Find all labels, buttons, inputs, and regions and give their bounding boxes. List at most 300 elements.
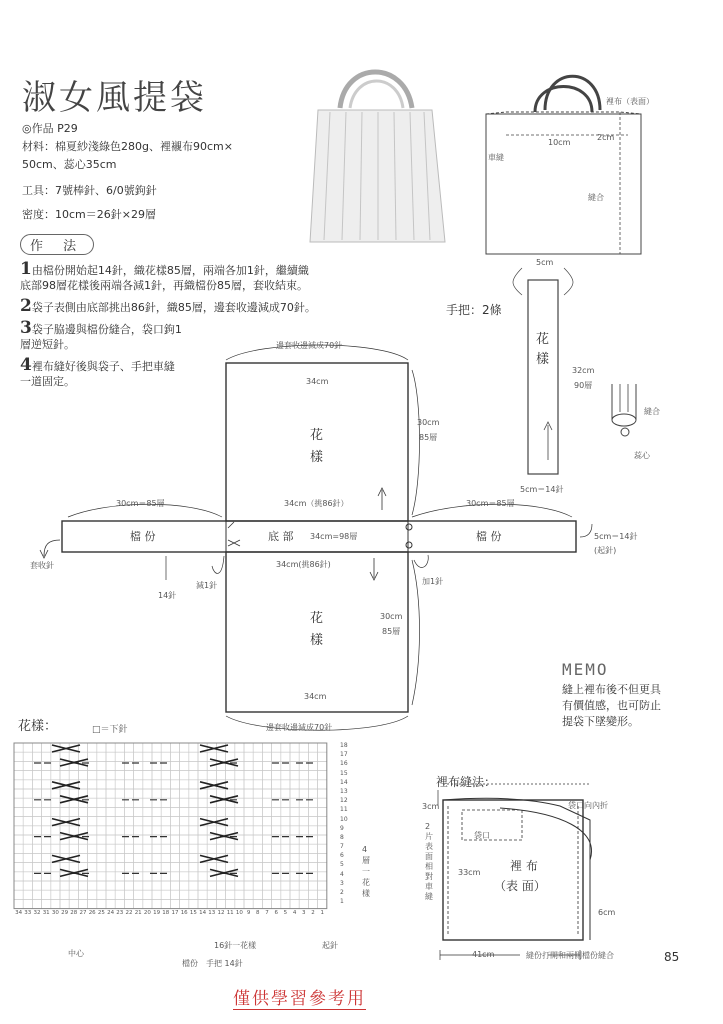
chart-cell [88, 771, 97, 780]
chart-cell [253, 881, 262, 890]
chart-cell [244, 844, 253, 853]
step-text: 底部98層花樣後兩端各減1針，再織檔份85層，套收結束。 [20, 279, 308, 292]
gauge-line: 密度：10cm＝26針×29層 [22, 208, 156, 221]
chart-cell [262, 899, 271, 908]
handle-top-width: 5cm [536, 258, 554, 267]
chart-cell [262, 844, 271, 853]
chart-cell [152, 743, 161, 752]
chart-cell [170, 761, 179, 770]
chart-cell [88, 844, 97, 853]
column-number: 12 [217, 910, 225, 916]
chart-cell [253, 789, 262, 798]
chart-cell [78, 899, 87, 908]
chart-cell [14, 899, 23, 908]
chart-cell [180, 780, 189, 789]
step-text: 一道固定。 [20, 375, 75, 388]
row-number: 5 [340, 861, 344, 869]
chart-cell [216, 807, 225, 816]
chart-cell [97, 817, 106, 826]
chart-cell [152, 881, 161, 890]
chart-cell [253, 835, 262, 844]
chart-cell [189, 853, 198, 862]
row-number: 13 [340, 787, 348, 795]
chart-row-numbers [340, 741, 352, 906]
chart-cell [161, 844, 170, 853]
chart-cell [51, 807, 60, 816]
chart-cell [253, 817, 262, 826]
chart-cell [143, 890, 152, 899]
chart-cell [244, 826, 253, 835]
chart-cell [318, 798, 327, 807]
chart-cell [32, 780, 41, 789]
cable-cross-symbol [52, 855, 80, 862]
chart-cell [106, 789, 115, 798]
chart-cell [272, 826, 281, 835]
chart-cell [106, 863, 115, 872]
chart-cell [308, 771, 317, 780]
chart-cell [106, 807, 115, 816]
chart-cell [170, 817, 179, 826]
chart-cell [134, 817, 143, 826]
chart-cell [253, 743, 262, 752]
chart-cell [189, 835, 198, 844]
chart-cell [32, 789, 41, 798]
chart-cell [88, 780, 97, 789]
chart-cell [299, 844, 308, 853]
chart-cell [189, 807, 198, 816]
row-number: 15 [340, 769, 348, 777]
chart-cell [290, 890, 299, 899]
chart-cell [106, 872, 115, 881]
row-number: 9 [340, 824, 344, 832]
chart-cell [51, 752, 60, 761]
chart-cell [115, 853, 124, 862]
chart-cell [14, 826, 23, 835]
base-label: 底 部 [268, 530, 294, 543]
chart-cell [23, 835, 32, 844]
chart-cell [189, 771, 198, 780]
chart-cell [235, 771, 244, 780]
chart-cell [124, 780, 133, 789]
chart-cell [281, 853, 290, 862]
chart-cell [42, 899, 51, 908]
chart-cell [106, 752, 115, 761]
chart-cell [253, 807, 262, 816]
chart-cell [134, 881, 143, 890]
column-number: 27 [79, 910, 87, 916]
step-number: 2 [20, 296, 32, 316]
chart-cell [272, 863, 281, 872]
chart-cell [244, 743, 253, 752]
chart-cell [262, 780, 271, 789]
chart-cell [253, 899, 262, 908]
chart-cell [69, 807, 78, 816]
top-pickup: 34cm（挑86針） [284, 499, 349, 508]
chart-cell [152, 807, 161, 816]
handle-core-label: 蕊心 [634, 451, 650, 460]
chart-cell [299, 743, 308, 752]
chart-cell [143, 771, 152, 780]
top-pattern: 花 樣 [310, 428, 324, 465]
chart-cell [32, 771, 41, 780]
chart-cell [152, 780, 161, 789]
chart-cell [134, 752, 143, 761]
step-text: 裡布縫好後與袋子、手把車縫 [31, 360, 175, 373]
chart-cell [88, 752, 97, 761]
chart-cell [170, 872, 179, 881]
chart-cell [115, 817, 124, 826]
chart-cell [69, 863, 78, 872]
chart-cell [180, 899, 189, 908]
step-text: 袋子表側由底部挑出86針，織85層，邊套收邊減成70針。 [31, 301, 316, 314]
chart-cell [308, 817, 317, 826]
chart-cell [14, 807, 23, 816]
chart-cell [290, 771, 299, 780]
chart-cell [216, 890, 225, 899]
chart-cell [97, 798, 106, 807]
chart-cell [318, 872, 327, 881]
chart-cell [170, 835, 179, 844]
chart-cell [14, 761, 23, 770]
chart-cell [23, 872, 32, 881]
chart-cell [253, 826, 262, 835]
chart-cell [189, 761, 198, 770]
memo-body [562, 682, 661, 730]
chart-cell [170, 881, 179, 890]
right-width: 5cm＝14針 [594, 532, 638, 541]
chart-cell [51, 835, 60, 844]
chart-cell [235, 780, 244, 789]
chart-cell [318, 807, 327, 816]
bottom-pattern: 花 樣 [310, 611, 324, 648]
chart-cell [161, 817, 170, 826]
knitting-chart-grid [14, 743, 327, 909]
lining-sew-label: 車縫 [488, 153, 504, 162]
chart-cell [207, 881, 216, 890]
chart-cell [281, 863, 290, 872]
chart-cell [161, 881, 170, 890]
chart-cell [42, 890, 51, 899]
chart-cell [253, 798, 262, 807]
chart-cell [180, 798, 189, 807]
chart-cell [60, 807, 69, 816]
chart-cell [244, 752, 253, 761]
column-number: 30 [51, 910, 59, 916]
chart-cell [161, 807, 170, 816]
chart-cell [32, 899, 41, 908]
memo-title: MEMO [562, 660, 609, 679]
chart-cell [152, 752, 161, 761]
chart-cell [124, 853, 133, 862]
chart-cell [97, 835, 106, 844]
bag-photo [310, 72, 445, 242]
row-number: 17 [340, 751, 348, 759]
chart-cell [42, 826, 51, 835]
chart-cell [226, 899, 235, 908]
step-2 [20, 296, 380, 316]
chart-cell [180, 844, 189, 853]
chart-cell [106, 835, 115, 844]
chart-cell [97, 881, 106, 890]
step-number: 1 [20, 259, 32, 279]
tools-line: 工具：7號棒針、6/0號鉤針 [22, 184, 157, 197]
chart-cell [180, 890, 189, 899]
chart-cell [97, 844, 106, 853]
chart-cell [281, 844, 290, 853]
chart-cell [42, 853, 51, 862]
chart-cell [262, 835, 271, 844]
chart-cell [32, 844, 41, 853]
row-number: 16 [340, 760, 348, 768]
chart-cell [32, 890, 41, 899]
chart-cell [262, 761, 271, 770]
chart-cell [69, 899, 78, 908]
chart-cell [14, 789, 23, 798]
chart-gusset-handle: 檔份 手把 14針 [182, 959, 243, 968]
chart-cell [88, 826, 97, 835]
chart-cell [272, 780, 281, 789]
chart-cell [14, 743, 23, 752]
column-number: 26 [88, 910, 96, 916]
chart-cell [290, 780, 299, 789]
chart-cell [32, 807, 41, 816]
chart-cell [318, 899, 327, 908]
chart-cell [216, 844, 225, 853]
chart-cell [23, 853, 32, 862]
chart-cell [134, 826, 143, 835]
chart-cell [106, 817, 115, 826]
chart-cell [170, 890, 179, 899]
chart-cell [272, 807, 281, 816]
row-number: 14 [340, 778, 348, 786]
chart-cell [189, 743, 198, 752]
column-number: 13 [208, 910, 216, 916]
chart-cell [115, 780, 124, 789]
chart-cell [290, 743, 299, 752]
chart-cell [272, 899, 281, 908]
chart-cell [180, 863, 189, 872]
chart-cell [235, 881, 244, 890]
column-number: 29 [61, 910, 69, 916]
chart-cell [14, 771, 23, 780]
chart-cell [198, 899, 207, 908]
chart-cell [32, 826, 41, 835]
chart-cell [115, 743, 124, 752]
chart-cell [299, 752, 308, 761]
chart-cell [244, 780, 253, 789]
chart-cell [318, 789, 327, 798]
chart-cell [60, 771, 69, 780]
chart-cell [134, 771, 143, 780]
chart-cell [134, 780, 143, 789]
column-number: 22 [125, 910, 133, 916]
column-number: 34 [15, 910, 23, 916]
chart-cell [262, 881, 271, 890]
chart-cell [124, 789, 133, 798]
chart-cell [198, 890, 207, 899]
chart-cell [143, 807, 152, 816]
column-number: 1 [320, 910, 324, 916]
chart-cell [318, 743, 327, 752]
chart-cell [272, 890, 281, 899]
chart-cell [143, 789, 152, 798]
handle-join-label: 縫合 [644, 407, 660, 416]
chart-cell [253, 863, 262, 872]
work-reference: ◎作品 P29 [22, 122, 78, 135]
chart-cell [253, 752, 262, 761]
chart-cell [124, 817, 133, 826]
chart-cell [170, 789, 179, 798]
chart-cell [244, 890, 253, 899]
chart-cell [226, 743, 235, 752]
column-number: 18 [162, 910, 170, 916]
top-width: 34cm [306, 377, 329, 386]
lining-face-label: 裡布（表面） [606, 97, 654, 106]
chart-cell [189, 817, 198, 826]
chart-cell [134, 844, 143, 853]
chart-cell [272, 752, 281, 761]
chart-cell [161, 853, 170, 862]
chart-cell [97, 789, 106, 798]
column-number: 21 [134, 910, 142, 916]
chart-cell [106, 771, 115, 780]
right-start: (起針) [594, 546, 617, 555]
chart-cell [207, 771, 216, 780]
chart-cell [198, 863, 207, 872]
row-number: 18 [340, 742, 348, 749]
handle-rows: 90層 [574, 381, 593, 390]
column-number: 10 [235, 910, 243, 916]
chart-cell [23, 826, 32, 835]
chart-cell [308, 752, 317, 761]
chart-cell [207, 899, 216, 908]
chart-cell [97, 872, 106, 881]
chart-cell [115, 890, 124, 899]
chart-cell [281, 826, 290, 835]
chart-cell [216, 863, 225, 872]
chart-cell [124, 890, 133, 899]
chart-cell [124, 771, 133, 780]
chart-cell [180, 807, 189, 816]
chart-cell [134, 863, 143, 872]
column-number: 20 [143, 910, 151, 916]
chart-cell [143, 844, 152, 853]
chart-cell [51, 826, 60, 835]
page-title: 淑女風提袋 [22, 78, 207, 118]
chart-cell [244, 863, 253, 872]
chart-cell [244, 835, 253, 844]
chart-cell [189, 844, 198, 853]
chart-cell [272, 844, 281, 853]
chart-cell [124, 826, 133, 835]
chart-cell [272, 743, 281, 752]
chart-cell [189, 872, 198, 881]
chart-cell [23, 771, 32, 780]
chart-cell [115, 771, 124, 780]
chart-cell [152, 844, 161, 853]
chart-cell [97, 826, 106, 835]
chart-cell [51, 890, 60, 899]
chart-cell [42, 752, 51, 761]
chart-cell [290, 826, 299, 835]
column-number: 28 [70, 910, 78, 916]
chart-cell [244, 789, 253, 798]
top-height-rows: 85層 [419, 433, 438, 442]
chart-cell [235, 743, 244, 752]
chart-cell [115, 863, 124, 872]
chart-cell [106, 844, 115, 853]
row-number: 3 [340, 879, 344, 887]
chart-cell [180, 835, 189, 844]
chart-cell [134, 789, 143, 798]
chart-cell [161, 899, 170, 908]
chart-cell [134, 743, 143, 752]
chart-cell [23, 890, 32, 899]
chart-cell [170, 771, 179, 780]
chart-cell [88, 853, 97, 862]
row-number: 4 [340, 870, 344, 878]
chart-cell [299, 780, 308, 789]
chart-cell [308, 881, 317, 890]
chart-cell [272, 771, 281, 780]
chart-cell [23, 899, 32, 908]
chart-cell [88, 817, 97, 826]
materials-line-1: 材料：棉夏紗淺綠色280g、裡襯布90cm× [22, 140, 233, 153]
lining-10cm: 10cm [548, 138, 571, 147]
chart-cell [308, 899, 317, 908]
chart-cell [97, 761, 106, 770]
chart-cell [14, 890, 23, 899]
chart-cell [262, 789, 271, 798]
bind-off-label: 套收針 [30, 561, 54, 570]
chart-cell [161, 743, 170, 752]
column-number: 4 [292, 910, 297, 916]
chart-cell [170, 780, 179, 789]
chart-cell [235, 844, 244, 853]
chart-cell [14, 798, 23, 807]
chart-cell [262, 743, 271, 752]
lining-face-2: （表 面） [494, 879, 546, 893]
chart-cell [69, 826, 78, 835]
lining-6cm: 6cm [598, 908, 616, 917]
row-number: 2 [340, 889, 344, 896]
chart-cell [124, 863, 133, 872]
chart-cell [216, 826, 225, 835]
chart-cell [244, 853, 253, 862]
chart-cell [88, 863, 97, 872]
chart-cell [318, 761, 327, 770]
chart-cell [23, 863, 32, 872]
chart-cell [124, 899, 133, 908]
chart-cell [106, 826, 115, 835]
chart-cell [14, 752, 23, 761]
column-number: 25 [97, 910, 105, 916]
chart-cell [262, 853, 271, 862]
method-label: 作 法 [20, 234, 94, 255]
bottom-height-rows: 85層 [382, 627, 401, 636]
chart-cell [14, 881, 23, 890]
chart-cell [189, 881, 198, 890]
chart-cell [143, 853, 152, 862]
chart-cell [60, 844, 69, 853]
chart-cell [198, 761, 207, 770]
chart-cell [143, 817, 152, 826]
chart-cell [60, 899, 69, 908]
chart-cell [23, 761, 32, 770]
chart-cell [32, 752, 41, 761]
bottom-pickup: 34cm(挑86針) [276, 560, 331, 569]
top-bind-label: 邊套收邊減成70針 [276, 341, 343, 350]
